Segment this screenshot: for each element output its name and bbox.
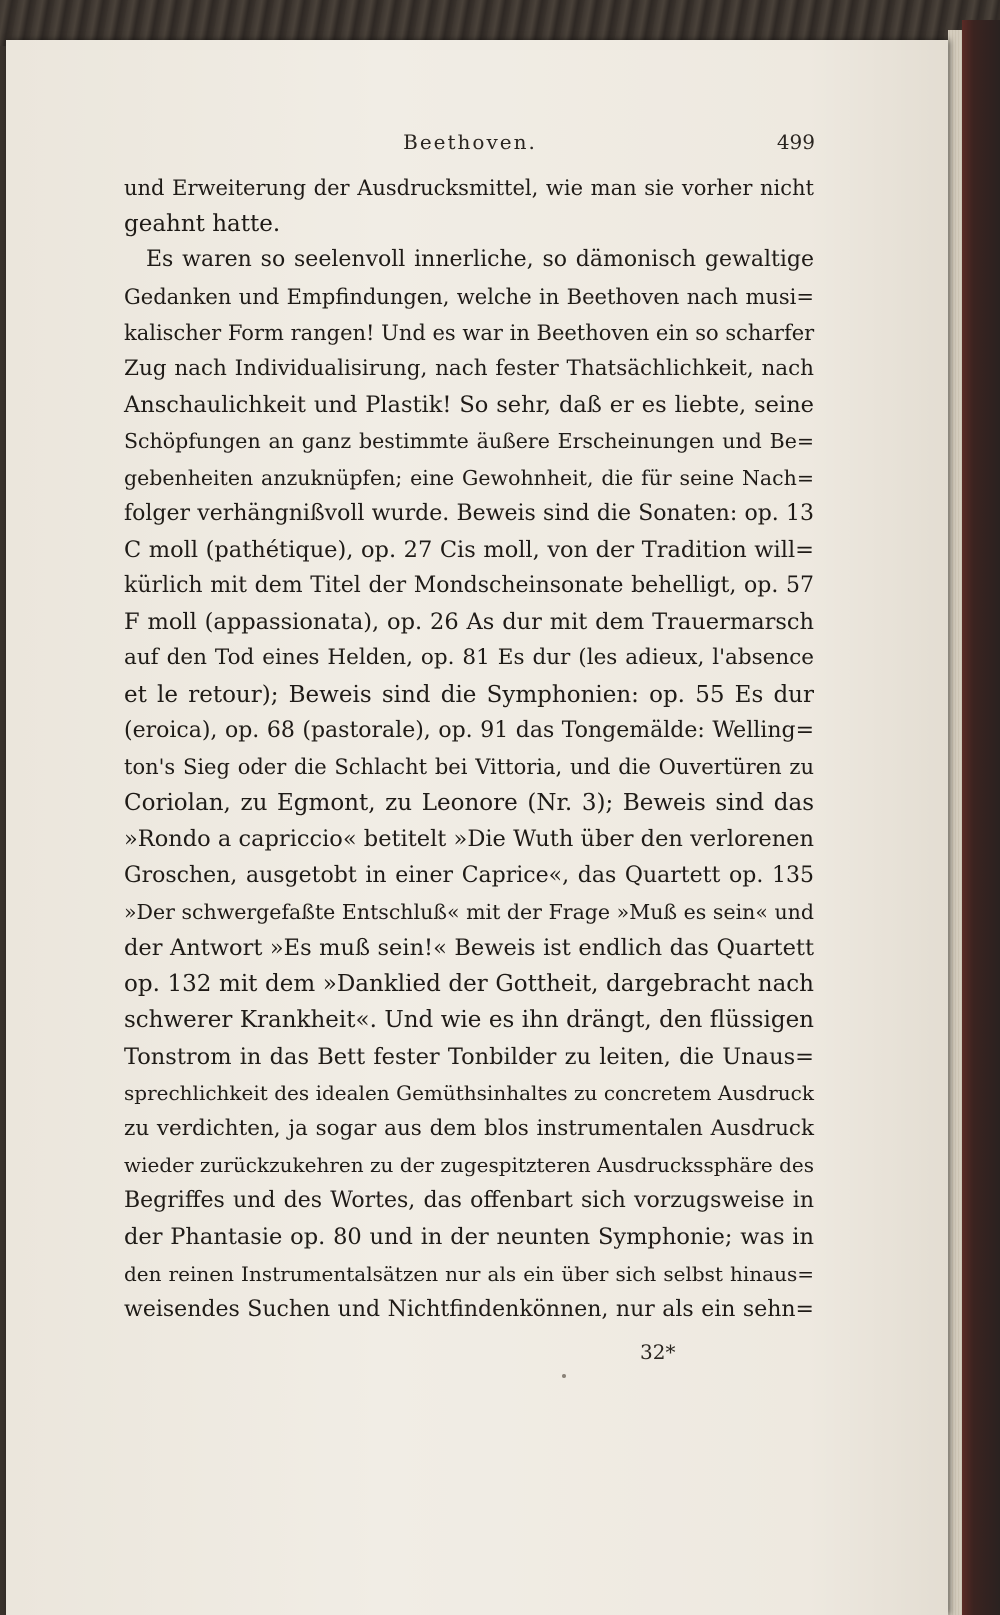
body-text	[124, 170, 814, 1328]
text-line: op. 132 mit dem »Danklied der Gottheit, dargebracht nach	[124, 971, 814, 998]
text-line: gebenheiten anzuknüpfen; eine Gewohnheit, die für seine Nach=	[124, 465, 814, 490]
text-line: Tonstrom in das Bett fester Tonbilder zu leiten, die Unaus=	[124, 1043, 814, 1070]
text-line: kürlich mit dem Titel der Mondscheinsonate behelligt, op. 57	[124, 573, 814, 599]
text-line: Anschaulichkeit und Plastik! So sehr, daß er es liebte, seine	[124, 392, 814, 419]
text-line: »Rondo a capriccio« betitelt »Die Wuth über den verlorenen	[124, 826, 814, 853]
text-line: Begriffes und des Wortes, das offenbart sich vorzugsweise in	[124, 1188, 814, 1214]
page-header	[125, 130, 815, 160]
text-line: zu verdichten, ja sogar aus dem blos instrumentalen Ausdruck	[124, 1115, 814, 1141]
signature-mark: 32*	[640, 1340, 676, 1364]
text-line: »Der schwergefaßte Entschluß« mit der Frage »Muß es sein« und	[124, 899, 814, 924]
text-line: Es waren so seelenvoll innerliche, so dämonisch gewaltige	[146, 247, 814, 273]
text-line: Gedanken und Empfindungen, welche in Beethoven nach musi=	[124, 284, 814, 309]
text-line: der Phantasie op. 80 und in der neunten Symphonie; was in	[124, 1224, 814, 1251]
text-line: ton's Sieg oder die Schlacht bei Vittoria, und die Ouvertüren zu	[124, 755, 814, 779]
text-line: den reinen Instrumentalsätzen nur als ein über sich selbst hinaus=	[124, 1261, 814, 1286]
running-title: Beethoven.	[403, 130, 537, 154]
text-line: folger verhängnißvoll wurde. Beweis sind die Sonaten: op. 13	[124, 500, 814, 526]
text-line: weisendes Suchen und Nichtfindenkönnen, nur als ein sehn=	[124, 1296, 814, 1322]
page-number: 499	[776, 130, 815, 154]
text-line: der Antwort »Es muß sein!« Beweis ist endlich das Quartett	[124, 934, 814, 961]
text-line: auf den Tod eines Helden, op. 81 Es dur (les adieux, l'absence	[124, 645, 814, 671]
text-line: Schöpfungen an ganz bestimmte äußere Erscheinungen und Be=	[124, 429, 814, 454]
text-line: Zug nach Individualisirung, nach fester Thatsächlichkeit, nach	[124, 355, 814, 381]
text-line: Groschen, ausgetobt in einer Caprice«, das Quartett op. 135	[124, 862, 814, 888]
text-line: kalischer Form rangen! Und es war in Beethoven ein so scharfer	[124, 320, 815, 345]
text-line: Coriolan, zu Egmont, zu Leonore (Nr. 3); Beweis sind das	[124, 790, 814, 817]
text-line: und Erweiterung der Ausdrucksmittel, wie man sie vorher nicht	[124, 176, 814, 200]
text-line: geahnt hatte.	[124, 211, 281, 238]
text-line: F moll (appassionata), op. 26 As dur mit dem Trauermarsch	[124, 609, 814, 636]
text-line: (eroica), op. 68 (pastorale), op. 91 das Tongemälde: Welling=	[124, 717, 814, 743]
text-line: et le retour); Beweis sind die Symphonien: op. 55 Es dur	[124, 681, 814, 708]
text-line: schwerer Krankheit«. Und wie es ihn drängt, den flüssigen	[124, 1007, 814, 1034]
text-line: wieder zurückzukehren zu der zugespitzteren Ausdruckssphäre des	[124, 1153, 814, 1178]
page-edges	[948, 30, 962, 1615]
ink-speck	[562, 1374, 566, 1378]
text-line: C moll (pathétique), op. 27 Cis moll, von der Tradition will=	[124, 536, 814, 563]
book-cover-edge	[962, 20, 1000, 1615]
text-line: sprechlichkeit des idealen Gemüthsinhaltes zu concretem Ausdruck	[124, 1080, 814, 1105]
